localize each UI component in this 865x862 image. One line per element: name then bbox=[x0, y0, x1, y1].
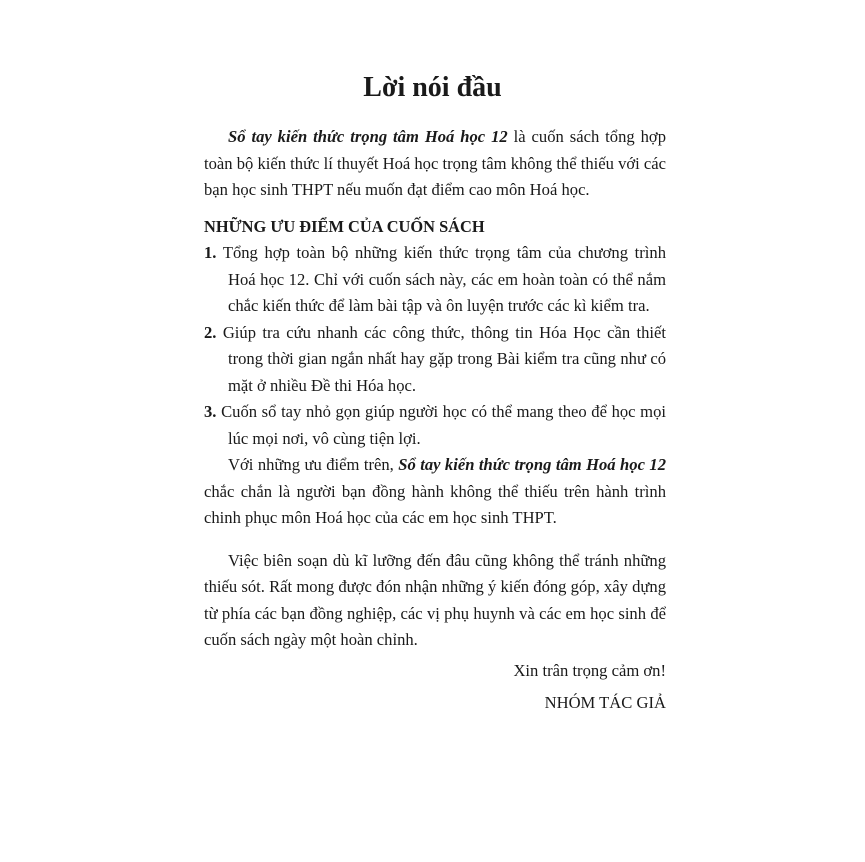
intro-paragraph bbox=[204, 124, 666, 204]
intro-text: là cuốn sách tổng hợp toàn bộ kiến thức lí thuyết Hoá học trọng tâm không thể thiếu với các bạn học sinh THPT nếu muốn đạt điểm cao môn Hoá học. bbox=[204, 127, 666, 199]
advantage-item-2 bbox=[204, 320, 666, 400]
advantage-item-3 bbox=[204, 399, 666, 452]
item-number: 1. bbox=[204, 243, 217, 262]
thanks-line: Xin trân trọng cảm ơn! bbox=[513, 660, 666, 680]
item-text: Tổng hợp toàn bộ những kiến thức trọng tâm của chương trình Hoá học 12. Chỉ với cuốn sách này, các em hoàn toàn có thể nắm chắc kiến thức để làm bài tập và ôn luyện trước các kì kiểm tra. bbox=[216, 243, 666, 315]
closing-paragraph: Việc biên soạn dù kĩ lưỡng đến đâu cũng không thể tránh những thiếu sót. Rất mong được đón nhận những ý kiến đóng góp, xây dựng từ phía các bạn đồng nghiệp, các vị phụ huynh và các em học sinh để cuốn sách ngày một hoàn chỉnh. bbox=[204, 550, 666, 649]
summary-after: chắc chắn là người bạn đồng hành không thể thiếu trên hành trình chinh phục môn Hoá học của các em học sinh THPT. bbox=[204, 481, 666, 527]
item-number: 3. bbox=[204, 402, 217, 421]
advantage-item-1 bbox=[204, 240, 666, 320]
item-text: Giúp tra cứu nhanh các công thức, thông tin Hóa Học cần thiết trong thời gian ngắn nhất hay gặp trong Bài kiểm tra cũng như có mặt ở nhiều Đề thi Hóa học. bbox=[216, 322, 666, 395]
item-number: 2. bbox=[204, 322, 217, 342]
summary-paragraph bbox=[204, 452, 666, 532]
page-title: Lời nói đầu bbox=[363, 72, 502, 103]
item-text: Cuốn sổ tay nhỏ gọn giúp người học có thể mang theo để học mọi lúc mọi nơi, vô cùng tiện lợi. bbox=[216, 402, 666, 448]
preface-body bbox=[204, 124, 666, 717]
summary-book-title: Sổ tay kiến thức trọng tâm Hoá học 12 bbox=[398, 455, 666, 474]
authors-signature: NHÓM TÁC GIẢ bbox=[544, 693, 666, 712]
advantages-heading: NHỮNG ƯU ĐIỂM CỦA CUỐN SÁCH bbox=[204, 216, 485, 236]
intro-book-title: Sổ tay kiến thức trọng tâm Hoá học 12 bbox=[228, 127, 508, 146]
summary-before: Với những ưu điểm trên, bbox=[228, 455, 399, 474]
